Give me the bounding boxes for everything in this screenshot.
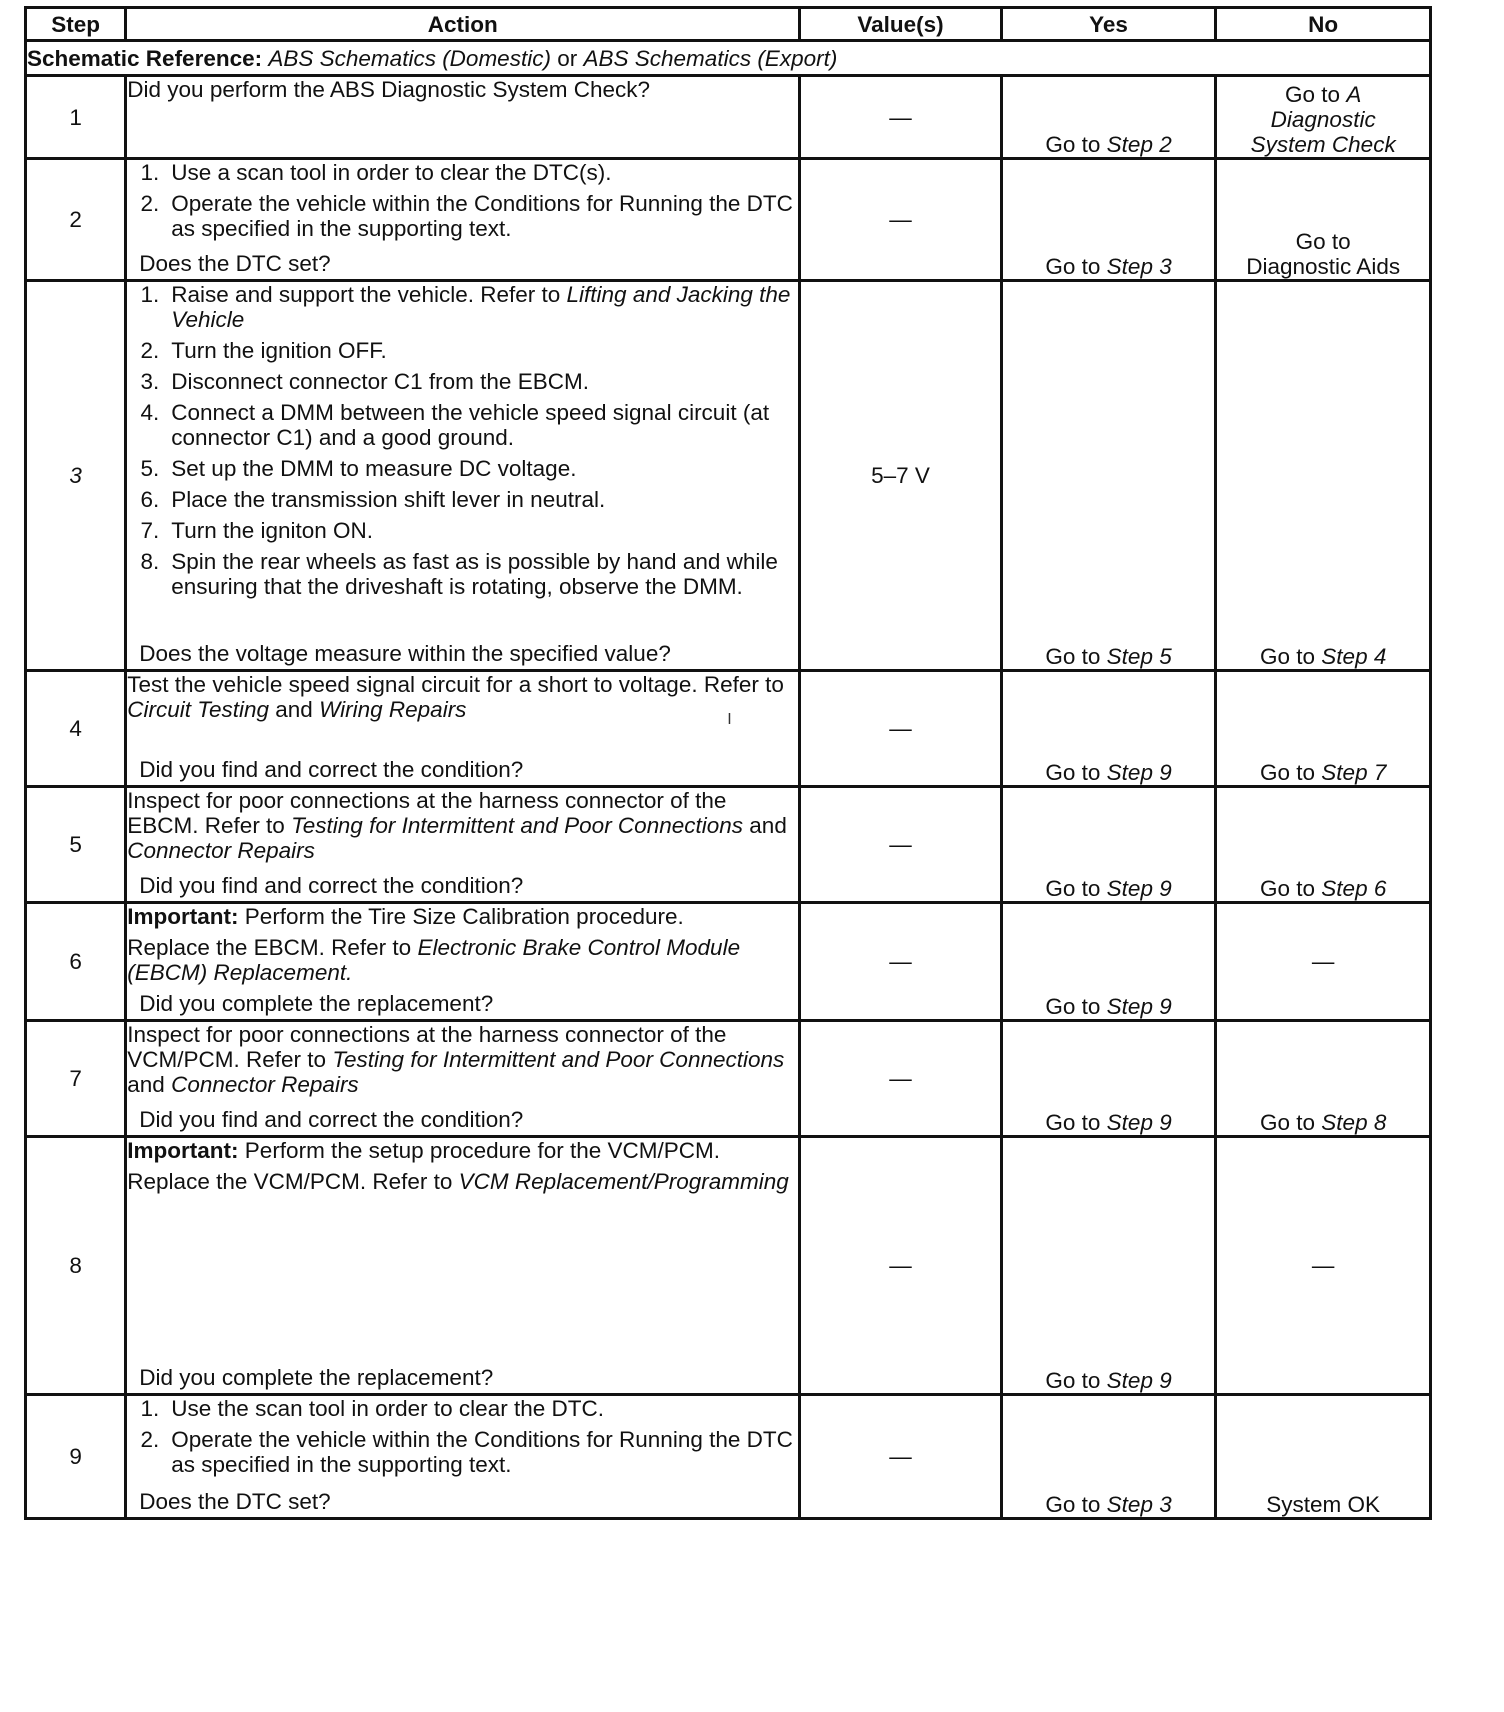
schematic-ref-export: ABS Schematics (Export)	[583, 45, 838, 71]
procedure-item: 2. Operate the vehicle within the Conditions for Running the DTC as specified in the supporting text.	[140, 1427, 793, 1477]
action-cell	[126, 903, 800, 1021]
table-row	[26, 1137, 1431, 1395]
yes-step-link[interactable]: Step 9	[1106, 1368, 1172, 1393]
step-number: 5	[26, 787, 126, 903]
reference-link[interactable]: Testing for Intermittent and Poor Connections	[332, 1047, 785, 1072]
action-cell	[126, 787, 800, 903]
action-cell	[126, 76, 800, 159]
no-step-link[interactable]: Step 7	[1321, 760, 1387, 785]
go-to-label: Go to	[1260, 644, 1316, 669]
value-cell: —	[800, 1137, 1002, 1395]
value-cell: —	[800, 903, 1002, 1021]
step-number: 4	[26, 671, 126, 787]
no-step-link[interactable]: Step 6	[1321, 876, 1387, 901]
no-cell	[1216, 1021, 1431, 1137]
action-question: Does the DTC set?	[139, 251, 331, 276]
go-to-label: Go to	[1045, 1368, 1101, 1393]
table-row	[26, 671, 1431, 787]
table-row	[26, 281, 1431, 671]
table-row	[26, 76, 1431, 159]
reference-link[interactable]: Circuit Testing	[127, 697, 270, 722]
yes-cell	[1001, 1021, 1216, 1137]
no-cell	[1216, 671, 1431, 787]
table-row	[26, 903, 1431, 1021]
value-cell: —	[800, 159, 1002, 281]
yes-cell	[1001, 1137, 1216, 1395]
important-note: Important: Perform the Tire Size Calibration procedure.	[127, 904, 684, 929]
action-cell	[126, 159, 800, 281]
procedure-item: 7. Turn the igniton ON.	[140, 518, 374, 543]
header-no: No	[1216, 8, 1431, 41]
action-text: Replace the VCM/PCM. Refer to VCM Replacement/Programming	[127, 1169, 789, 1194]
reference-link[interactable]: Wiring Repairs	[319, 697, 467, 722]
schematic-label: Schematic Reference:	[27, 45, 263, 71]
procedure-item: 1. Use a scan tool in order to clear the DTC(s).	[140, 160, 612, 185]
procedure-item: 3. Disconnect connector C1 from the EBCM.	[140, 369, 589, 394]
schematic-reference	[26, 41, 1431, 76]
reference-link[interactable]: Electronic Brake Control Module (EBCM) Replacement.	[127, 935, 741, 985]
procedure-item: 2. Operate the vehicle within the Conditions for Running the DTC as specified in the supporting text.	[140, 191, 793, 241]
yes-cell	[1001, 903, 1216, 1021]
no-cell	[1216, 281, 1431, 671]
no-link-part[interactable]: A	[1346, 82, 1362, 107]
procedure-list	[127, 282, 798, 599]
procedure-item: 4. Connect a DMM between the vehicle speed signal circuit (at connector C1) and a good ground.	[140, 400, 770, 450]
no-step-link[interactable]: Diagnostic Aids	[1246, 254, 1401, 279]
procedure-item: 2. Turn the ignition OFF.	[140, 338, 387, 363]
value-cell: —	[800, 1395, 1002, 1519]
yes-cell	[1001, 159, 1216, 281]
procedure-list	[127, 160, 798, 241]
diagnostic-table-page	[24, 6, 1432, 1520]
yes-cell	[1001, 787, 1216, 903]
header-yes: Yes	[1001, 8, 1216, 41]
step-number: 9	[26, 1395, 126, 1519]
no-cell	[1216, 1395, 1431, 1519]
value-cell: —	[800, 671, 1002, 787]
procedure-list	[127, 1396, 798, 1477]
action-question: Did you perform the ABS Diagnostic System Check?	[127, 77, 651, 102]
schematic-ref-domestic: ABS Schematics (Domestic)	[268, 45, 551, 71]
no-cell	[1216, 159, 1431, 281]
table-row	[26, 159, 1431, 281]
go-to-label: Go to	[1045, 254, 1101, 279]
action-cell	[126, 1021, 800, 1137]
yes-step-link[interactable]: Step 2	[1106, 132, 1172, 157]
header-step: Step	[26, 8, 126, 41]
step-number: 8	[26, 1137, 126, 1395]
value-cell: —	[800, 76, 1002, 159]
reference-link[interactable]: Connector Repairs	[127, 838, 315, 863]
no-link-part[interactable]: System Check	[1250, 132, 1396, 157]
step-number: 2	[26, 159, 126, 281]
no-step-link[interactable]: Step 8	[1321, 1110, 1387, 1135]
step-number: 3	[26, 281, 126, 671]
action-question: Does the voltage measure within the specified value?	[139, 641, 671, 666]
yes-cell	[1001, 281, 1216, 671]
table-row	[26, 787, 1431, 903]
step-number: 6	[26, 903, 126, 1021]
go-to-label: Go to	[1295, 229, 1351, 254]
go-to-label: Go to	[1260, 876, 1316, 901]
yes-cell	[1001, 76, 1216, 159]
action-cell	[126, 671, 800, 787]
yes-cell	[1001, 1395, 1216, 1519]
go-to-label: Go to	[1045, 1110, 1101, 1135]
action-cell	[126, 1137, 800, 1395]
action-cell	[126, 1395, 800, 1519]
table-row	[26, 1395, 1431, 1519]
action-text: Test the vehicle speed signal circuit for a short to voltage. Refer to Circuit Testing and Wiring Repairs	[127, 672, 784, 722]
header-values: Value(s)	[800, 8, 1002, 41]
reference-link[interactable]: Testing for Intermittent and Poor Connections	[291, 813, 744, 838]
no-cell	[1216, 787, 1431, 903]
yes-step-link[interactable]: Step 9	[1106, 994, 1172, 1019]
no-step-link[interactable]: Step 4	[1321, 644, 1387, 669]
procedure-item: 5. Set up the DMM to measure DC voltage.	[140, 456, 577, 481]
yes-step-link[interactable]: Step 9	[1106, 876, 1172, 901]
action-question: Did you find and correct the condition?	[139, 757, 524, 782]
go-to-label: Go to	[1045, 1492, 1101, 1517]
action-text: Inspect for poor connections at the harness connector of the VCM/PCM. Refer to Testing for Intermittent and Poor Connections and Connector Repairs	[127, 1022, 785, 1097]
reference-link[interactable]: Lifting and Jacking the Vehicle	[171, 282, 791, 332]
no-link-part[interactable]: Diagnostic	[1270, 107, 1376, 132]
go-to-label: Go to	[1045, 760, 1101, 785]
action-question: Does the DTC set?	[139, 1489, 331, 1514]
go-to-label: Go to	[1045, 132, 1101, 157]
header-action: Action	[126, 8, 800, 41]
yes-step-link[interactable]: Step 3	[1106, 254, 1172, 279]
procedure-item: 6. Place the transmission shift lever in neutral.	[140, 487, 606, 512]
yes-step-link[interactable]: Step 3	[1106, 1492, 1172, 1517]
action-question: Did you find and correct the condition?	[139, 1107, 524, 1132]
go-to-label: Go to	[1045, 644, 1101, 669]
go-to-label: Go to	[1045, 994, 1101, 1019]
action-question: Did you complete the replacement?	[139, 1365, 494, 1390]
header-row	[26, 8, 1431, 41]
text-cursor-mark: I	[727, 711, 732, 728]
go-to-label: Go to	[1260, 1110, 1316, 1135]
go-to-label: Go to	[1260, 760, 1316, 785]
action-question: Did you complete the replacement?	[139, 991, 494, 1016]
value-cell: —	[800, 787, 1002, 903]
no-cell: —	[1216, 1137, 1431, 1395]
action-cell	[126, 281, 800, 671]
diagnostic-table	[24, 6, 1432, 1520]
yes-step-link[interactable]: Step 9	[1106, 1110, 1172, 1135]
table-row	[26, 1021, 1431, 1137]
no-result[interactable]: System OK	[1266, 1492, 1381, 1517]
step-number: 1	[26, 76, 126, 159]
yes-cell	[1001, 671, 1216, 787]
yes-step-link[interactable]: Step 5	[1106, 644, 1172, 669]
yes-step-link[interactable]: Step 9	[1106, 760, 1172, 785]
action-question: Did you find and correct the condition?	[139, 873, 524, 898]
no-cell	[1216, 76, 1431, 159]
no-cell: —	[1216, 903, 1431, 1021]
schematic-reference-row	[26, 41, 1431, 76]
step-number: 7	[26, 1021, 126, 1137]
action-text: Inspect for poor connections at the harness connector of the EBCM. Refer to Testing for Intermittent and Poor Connections and Connector Repairs	[127, 788, 787, 863]
reference-link[interactable]: VCM Replacement/Programming	[458, 1169, 789, 1194]
reference-link[interactable]: Connector Repairs	[171, 1072, 359, 1097]
procedure-item: 1. Use the scan tool in order to clear the DTC.	[140, 1396, 604, 1421]
important-note: Important: Perform the setup procedure for the VCM/PCM.	[127, 1138, 720, 1163]
procedure-item: 1. Raise and support the vehicle. Refer to Lifting and Jacking the Vehicle	[140, 282, 791, 332]
go-to-label: Go to	[1285, 82, 1341, 107]
value-cell: 5–7 V	[800, 281, 1002, 671]
schematic-or: or	[557, 45, 578, 71]
go-to-label: Go to	[1045, 876, 1101, 901]
action-text: Replace the EBCM. Refer to Electronic Brake Control Module (EBCM) Replacement.	[127, 935, 741, 985]
value-cell: —	[800, 1021, 1002, 1137]
procedure-item: 8. Spin the rear wheels as fast as is possible by hand and while ensuring that the driveshaft is rotating, observe the DMM.	[140, 549, 778, 599]
